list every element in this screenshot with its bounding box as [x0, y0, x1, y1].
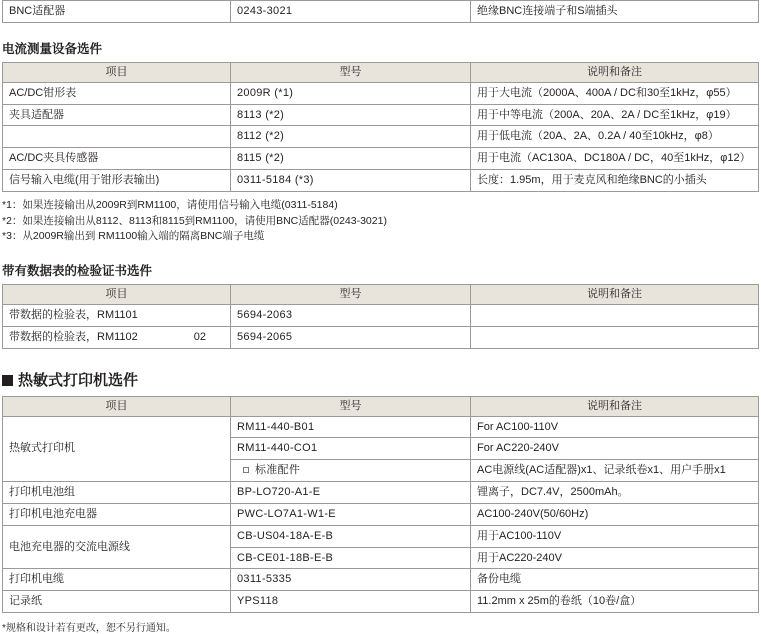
cell-model: YPS118 — [231, 591, 471, 613]
cell-item: AC/DC夹具传感器 — [3, 148, 231, 170]
cell-item: 电池充电器的交流电源线 — [3, 525, 231, 569]
bnc-adapter-table — [2, 0, 759, 23]
cell-sub-item-label: 标准配件 — [255, 464, 301, 477]
cell-item: 记录纸 — [3, 591, 231, 613]
cell-note: 长度：1.95m，用于麦克风和绝缘BNC的小插头 — [471, 170, 759, 192]
cell-note: 用于低电流（20A、2A、0.2A / 40至10kHz，φ8） — [471, 126, 759, 148]
header-item: 项目 — [3, 62, 231, 82]
cell-note: For AC100-110V — [471, 416, 759, 438]
cell-note — [471, 305, 759, 327]
cell-sub-item — [237, 464, 300, 476]
table-row — [3, 170, 759, 192]
cell-item: 热敏式打印机 — [3, 416, 231, 482]
certificate-options-table — [2, 284, 759, 349]
cell-model: 8112 (*2) — [231, 126, 471, 148]
header-note: 说明和备注 — [471, 285, 759, 305]
note-line-2: *2：如果连接输出从8112、8113和8115到RM1100，请使用BNC适配器(0243-3021) — [2, 214, 387, 227]
cell-note: 用于AC220-240V — [471, 547, 759, 569]
header-model: 型号 — [231, 62, 471, 82]
cell-model: BP-LO720-A1-E — [231, 482, 471, 504]
cell-model: 5694-2065 — [231, 326, 471, 348]
cell-model: CB-US04-18A-E-B — [231, 525, 471, 547]
cell-note: 用于中等电流（200A、20A、2A / DC至1kHz，φ19） — [471, 104, 759, 126]
current-options-notes — [2, 198, 761, 245]
cell-model: 8113 (*2) — [231, 104, 471, 126]
header-item: 项目 — [3, 285, 231, 305]
cell-note: 用于AC100-110V — [471, 525, 759, 547]
cell-item: 信号输入电缆(用于钳形表输出) — [3, 170, 231, 192]
header-model: 型号 — [231, 285, 471, 305]
cell-note — [471, 326, 759, 348]
cell-model: 0243-3021 — [231, 1, 471, 23]
cell-note: AC100-240V(50/60Hz) — [471, 503, 759, 525]
cell-note: 绝缘BNC连接端子和S端插头 — [471, 1, 759, 23]
cell-note: 用于大电流（2000A、400A / DC和30至1kHz，φ55） — [471, 82, 759, 104]
header-item: 项目 — [3, 396, 231, 416]
cell-model — [231, 460, 471, 482]
table-row — [3, 126, 759, 148]
current-options-table — [2, 62, 759, 192]
cell-note: 用于电流（AC130A、DC180A / DC，40至1kHz，φ12） — [471, 148, 759, 170]
cell-item-text: 带数据的检验表，RM1102 — [9, 330, 138, 343]
table-row — [3, 569, 759, 591]
table-row — [3, 148, 759, 170]
cell-item: 打印机电缆 — [3, 569, 231, 591]
cell-note: For AC220-240V — [471, 438, 759, 460]
table-row — [3, 326, 759, 348]
checkbox-icon — [243, 467, 249, 473]
cell-item: AC/DC钳形表 — [3, 82, 231, 104]
section-title-printer — [2, 369, 761, 390]
table-row — [3, 82, 759, 104]
table-row — [3, 416, 759, 438]
cell-model: RM11-440-CO1 — [231, 438, 471, 460]
cell-item — [3, 126, 231, 148]
cell-note: AC电源线(AC适配器)x1、记录纸卷x1、用户手册x1 — [471, 460, 759, 482]
cell-model: RM11-440-B01 — [231, 416, 471, 438]
header-note: 说明和备注 — [471, 396, 759, 416]
table-header-row — [3, 62, 759, 82]
cell-item-suffix: 02 — [193, 330, 207, 343]
table-row — [3, 482, 759, 504]
table-row — [3, 1, 759, 23]
cell-note: 锂离子，DC7.4V，2500mAh。 — [471, 482, 759, 504]
cell-item — [3, 326, 231, 348]
cell-item: 打印机电池组 — [3, 482, 231, 504]
cell-model: 8115 (*2) — [231, 148, 471, 170]
note-line-1: *1：如果连接输出从2009R到RM1100，请使用信号输入电缆(0311-5184) — [2, 198, 338, 211]
cell-item: 带数据的检验表，RM1101 — [3, 305, 231, 327]
table-row — [3, 525, 759, 547]
printer-options-table — [2, 396, 759, 613]
cell-item: BNC适配器 — [3, 1, 231, 23]
cell-item: 夹具适配器 — [3, 104, 231, 126]
header-model: 型号 — [231, 396, 471, 416]
note-line-3: *3：从2009R输出到 RM1100输入端的隔离BNC端子电缆 — [2, 230, 265, 243]
cell-note: 11.2mm x 25m的卷纸（10卷/盒） — [471, 591, 759, 613]
cell-model: 5694-2063 — [231, 305, 471, 327]
table-header-row — [3, 285, 759, 305]
section-title-printer-text: 热敏式打印机选件 — [18, 371, 139, 389]
header-note: 说明和备注 — [471, 62, 759, 82]
table-row — [3, 591, 759, 613]
cell-model: 2009R (*1) — [231, 82, 471, 104]
section-title-certificate: 带有数据表的检验证书选件 — [2, 264, 153, 279]
table-row — [3, 104, 759, 126]
square-bullet-icon — [2, 375, 13, 386]
table-header-row — [3, 396, 759, 416]
table-row — [3, 503, 759, 525]
section-title-current: 电流测量设备选件 — [2, 41, 103, 56]
cell-model: PWC-LO7A1-W1-E — [231, 503, 471, 525]
cell-item: 打印机电池充电器 — [3, 503, 231, 525]
table-row — [3, 305, 759, 327]
cell-model: 0311-5335 — [231, 569, 471, 591]
cell-model: 0311-5184 (*3) — [231, 170, 471, 192]
cell-model: CB-CE01-18B-E-B — [231, 547, 471, 569]
cell-note: 备份电缆 — [471, 569, 759, 591]
document-footnote: *规格和设计若有更改，恕不另行通知。 — [2, 623, 176, 634]
